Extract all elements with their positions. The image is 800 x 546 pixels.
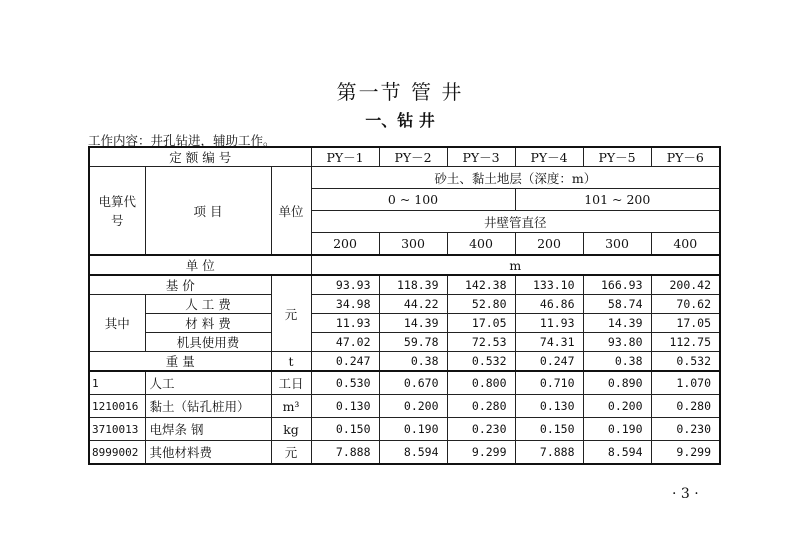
resource-name: 黏土（钻孔桩用） (145, 395, 271, 418)
resource-value: 1.070 (651, 371, 720, 395)
base-price-value: 142.38 (447, 275, 515, 295)
resource-value: 8.594 (583, 441, 651, 465)
resource-value: 0.710 (515, 371, 583, 395)
quota-code: PY－4 (515, 147, 583, 167)
weight-value: 0.247 (515, 352, 583, 372)
quota-code: PY－6 (651, 147, 720, 167)
resource-value: 0.190 (583, 418, 651, 441)
resource-value: 0.130 (311, 395, 379, 418)
weight-value: 0.38 (583, 352, 651, 372)
subsection-title: 一、钻 井 (365, 111, 435, 130)
material-cost-row (89, 314, 720, 333)
resource-code: 1210016 (89, 395, 145, 418)
cost-item-label: 材 料 费 (145, 314, 271, 333)
resource-row (89, 418, 720, 441)
labor-cost-row (89, 295, 720, 314)
base-price-value: 118.39 (379, 275, 447, 295)
yuan-unit: 元 (271, 275, 311, 352)
resource-name: 其他材料费 (145, 441, 271, 465)
unit-row-label: 单 位 (89, 255, 311, 275)
resource-value: 0.280 (651, 395, 720, 418)
base-price-label: 基 价 (89, 275, 271, 295)
diameter-header: 井壁管直径 (311, 211, 720, 233)
page-number: · 3 · (672, 486, 699, 502)
depth-group: 0 ~ 100 (311, 189, 515, 211)
quota-code-row (89, 147, 720, 167)
weight-value: 0.38 (379, 352, 447, 372)
resource-value: 0.150 (515, 418, 583, 441)
cost-value: 59.78 (379, 333, 447, 352)
weight-unit: t (271, 352, 311, 372)
weight-row (89, 352, 720, 372)
resource-value: 0.890 (583, 371, 651, 395)
resource-name: 电焊条 钢 (145, 418, 271, 441)
diameter-value: 200 (515, 233, 583, 256)
cost-value: 11.93 (515, 314, 583, 333)
item-header: 项 目 (145, 167, 271, 256)
depth-group: 101 ~ 200 (515, 189, 720, 211)
cost-value: 74.31 (515, 333, 583, 352)
soil-header-row (89, 167, 720, 189)
base-price-value: 166.93 (583, 275, 651, 295)
cost-value: 47.02 (311, 333, 379, 352)
weight-label: 重 量 (89, 352, 271, 372)
cost-value: 93.80 (583, 333, 651, 352)
calc-code-header: 电算代号 (89, 167, 145, 256)
resource-value: 0.130 (515, 395, 583, 418)
resource-value: 8.594 (379, 441, 447, 465)
diameter-value: 300 (583, 233, 651, 256)
resource-code: 3710013 (89, 418, 145, 441)
base-price-value: 93.93 (311, 275, 379, 295)
unit-row (89, 255, 720, 275)
resource-unit: 工日 (271, 371, 311, 395)
quota-code: PY－5 (583, 147, 651, 167)
resource-value: 9.299 (447, 441, 515, 465)
resource-unit: m³ (271, 395, 311, 418)
resource-value: 0.230 (651, 418, 720, 441)
cost-value: 17.05 (651, 314, 720, 333)
resource-value: 7.888 (311, 441, 379, 465)
cost-value: 112.75 (651, 333, 720, 352)
weight-value: 0.532 (447, 352, 515, 372)
cost-value: 14.39 (379, 314, 447, 333)
section-title: 第一节 管 井 (336, 80, 464, 104)
quota-table (88, 146, 721, 465)
unit-row-value: m (311, 255, 720, 275)
resource-value: 0.200 (583, 395, 651, 418)
resource-row (89, 441, 720, 465)
resource-row (89, 371, 720, 395)
resource-value: 0.150 (311, 418, 379, 441)
resource-value: 7.888 (515, 441, 583, 465)
base-price-row (89, 275, 720, 295)
weight-value: 0.247 (311, 352, 379, 372)
quota-code-label: 定 额 编 号 (89, 147, 311, 167)
cost-value: 58.74 (583, 295, 651, 314)
work-content-note: 工作内容：井孔钻进，辅助工作。 (88, 133, 276, 148)
resource-value: 0.200 (379, 395, 447, 418)
resource-value: 0.530 (311, 371, 379, 395)
resource-unit: 元 (271, 441, 311, 465)
cost-value: 17.05 (447, 314, 515, 333)
base-price-value: 200.42 (651, 275, 720, 295)
cost-item-label: 机具使用费 (145, 333, 271, 352)
diameter-value: 400 (651, 233, 720, 256)
cost-value: 70.62 (651, 295, 720, 314)
diameter-value: 400 (447, 233, 515, 256)
unit-header: 单位 (271, 167, 311, 256)
base-price-value: 133.10 (515, 275, 583, 295)
cost-value: 11.93 (311, 314, 379, 333)
resource-code: 8999002 (89, 441, 145, 465)
resource-row (89, 395, 720, 418)
diameter-value: 300 (379, 233, 447, 256)
resource-value: 0.670 (379, 371, 447, 395)
cost-value: 52.80 (447, 295, 515, 314)
quota-code: PY－1 (311, 147, 379, 167)
cost-value: 46.86 (515, 295, 583, 314)
resource-value: 0.280 (447, 395, 515, 418)
cost-item-label: 人 工 费 (145, 295, 271, 314)
among-label: 其中 (89, 295, 145, 352)
resource-value: 9.299 (651, 441, 720, 465)
cost-value: 14.39 (583, 314, 651, 333)
resource-value: 0.230 (447, 418, 515, 441)
cost-value: 34.98 (311, 295, 379, 314)
resource-code: 1 (89, 371, 145, 395)
resource-value: 0.190 (379, 418, 447, 441)
diameter-value: 200 (311, 233, 379, 256)
quota-code: PY－3 (447, 147, 515, 167)
weight-value: 0.532 (651, 352, 720, 372)
machine-cost-row (89, 333, 720, 352)
resource-value: 0.800 (447, 371, 515, 395)
quota-code: PY－2 (379, 147, 447, 167)
cost-value: 72.53 (447, 333, 515, 352)
resource-unit: kg (271, 418, 311, 441)
soil-layer-header: 砂土、黏土地层（深度：m） (311, 167, 720, 189)
resource-name: 人工 (145, 371, 271, 395)
cost-value: 44.22 (379, 295, 447, 314)
